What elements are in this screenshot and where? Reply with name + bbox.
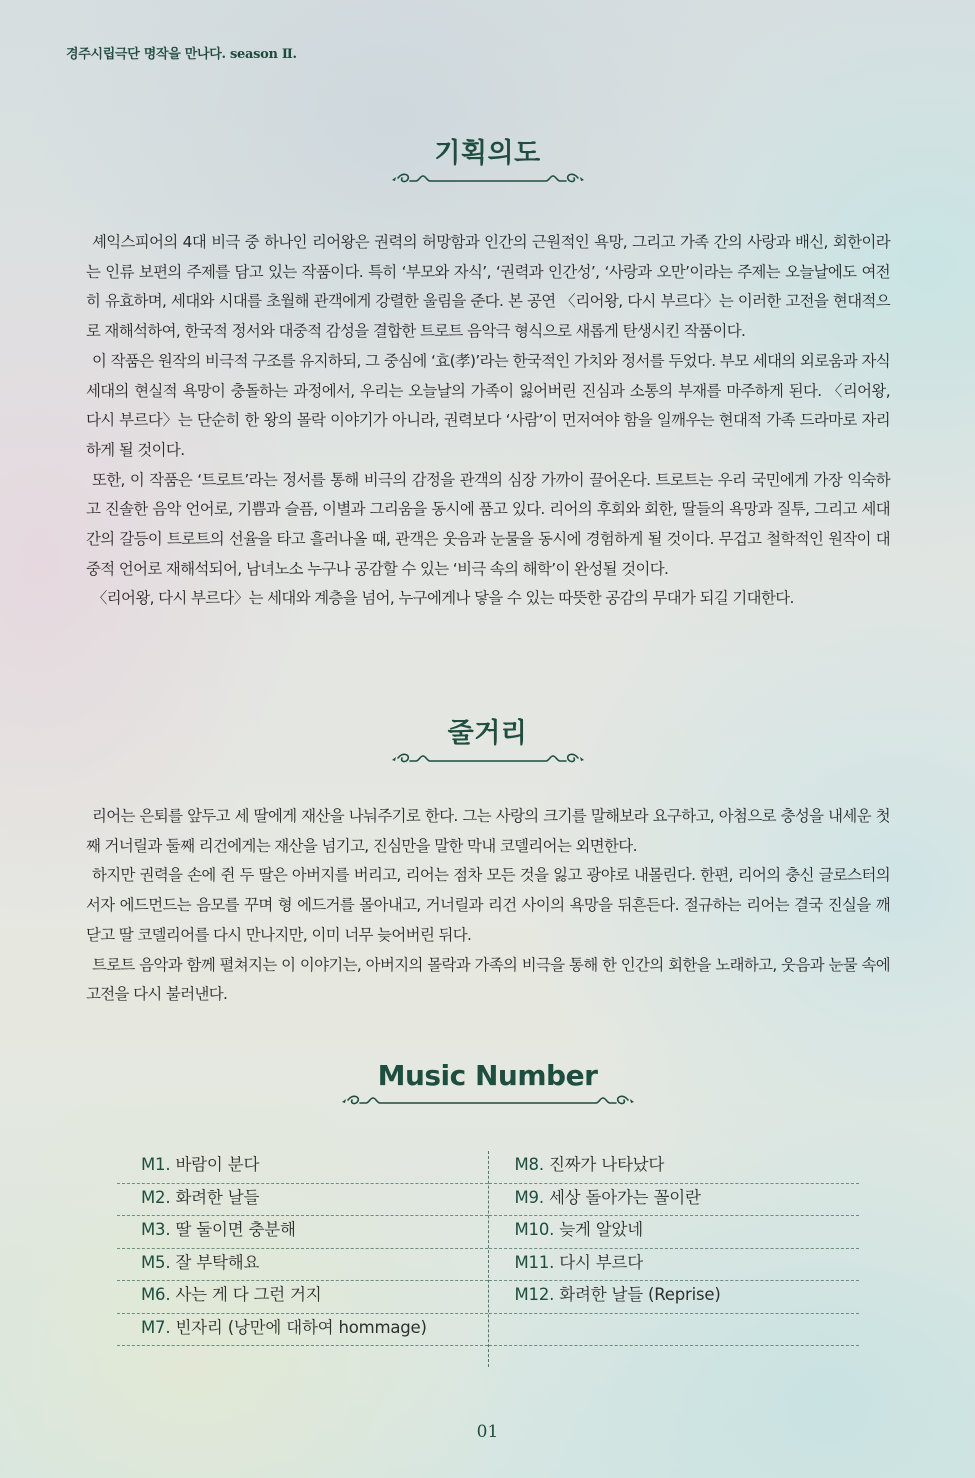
music-heading: Music Number: [377, 1059, 598, 1092]
music-title: 바람이 분다: [175, 1155, 260, 1174]
music-number: M7.: [141, 1317, 171, 1337]
ornament-divider-icon: [388, 750, 588, 768]
music-row-empty: [489, 1314, 860, 1347]
section-title-planning: [0, 131, 975, 188]
music-row: [117, 1151, 488, 1184]
music-row: [489, 1281, 860, 1314]
music-number: M11.: [514, 1252, 555, 1272]
series-header: 경주시립극단 명작을 만나다. season Ⅱ.: [66, 47, 297, 62]
music-number: M12.: [514, 1285, 555, 1304]
music-number: M9.: [514, 1187, 544, 1207]
music-title: 빈자리 (낭만에 대하여 hommage): [175, 1317, 427, 1337]
ornament-divider-icon: [338, 1092, 638, 1110]
music-number: M5.: [141, 1252, 171, 1272]
ornament-divider-icon: [388, 170, 588, 188]
music-row: [117, 1314, 488, 1347]
music-row: [117, 1281, 488, 1314]
music-number: M6.: [141, 1285, 171, 1304]
music-row: [117, 1249, 488, 1282]
planning-paragraph: 〈리어왕, 다시 부르다〉는 세대와 계층을 넘어, 누구에게나 닿을 수 있는 따뜻한 공감의 무대가 되길 기대한다.: [92, 589, 794, 608]
music-title: 진짜가 나타났다: [548, 1155, 665, 1174]
music-title: 늦게 알았네: [559, 1220, 643, 1239]
music-row: [117, 1184, 488, 1217]
music-column-right: [489, 1151, 860, 1367]
music-title: 화려한 날들: [175, 1187, 260, 1207]
synopsis-paragraph: 하지만 권력을 손에 쥔 두 딸은 아버지를 버리고, 리어는 점차 모든 것을 잃고 광야로 내몰린다. 한편, 리어의 충신 글로스터의 서자 에드먼드는 음모를 꾸며 형 에드거를 몰아내고, 거너릴과 리건 사이의 욕망을 뒤흔든다. 절규하는 리어는 결국 진실을 깨닫고 딸 코델리어를 다시 만나지만, 이미 너무 늦어버린 뒤다.: [86, 866, 890, 944]
synopsis-paragraph: 트로트 음악과 함께 펼쳐지는 이 이야기는, 아버지의 몰락과 가족의 비극을 통해 한 인간의 회한을 노래하고, 웃음과 눈물 속에 고전을 다시 불러낸다.: [86, 955, 890, 1004]
music-number: M1.: [141, 1155, 171, 1174]
music-title: 다시 부르다: [559, 1252, 643, 1272]
planning-paragraph: 이 작품은 원작의 비극적 구조를 유지하되, 그 중심에 ‘효(孝)’라는 한국적인 가치와 정서를 두었다. 부모 세대의 외로움과 자식 세대의 현실적 욕망이 충돌하는 과정에서, 우리는 오늘날의 가족이 잃어버린 진심과 소통의 부재를 마주하게 된다. 〈리어왕, 다시 부르다〉는 단순히 한 왕의 몰락 이야기가 아니라, 권력보다 ‘사람’이 먼저여야 함을 일깨우는 현대적 가족 드라마로 자리하게 될 것이다.: [86, 351, 890, 459]
planning-paragraph: 셰익스피어의 4대 비극 중 하나인 리어왕은 권력의 허망함과 인간의 근원적인 욕망, 그리고 가족 간의 사랑과 배신, 회한이라는 인류 보편의 주제를 담고 있는 작품이다. 특히 ‘부모와 자식’, ‘권력과 인간성’, ‘사랑과 오만’이라는 주제는 오늘날에도 여전히 유효하며, 세대와 시대를 초월해 관객에게 강렬한 울림을 준다. 본 공연 〈리어왕, 다시 부르다〉는 이러한 고전을 현대적으로 재해석하여, 한국적 정서와 대중적 감성을 결합한 트로트 음악극 형식으로 새롭게 탄생시킨 작품이다.: [86, 233, 890, 341]
music-number: M8.: [514, 1155, 544, 1174]
music-number: M10.: [514, 1220, 555, 1239]
section-title-synopsis: [0, 711, 975, 768]
planning-paragraph: 또한, 이 작품은 ‘트로트’라는 정서를 통해 비극의 감정을 관객의 심장 가까이 끌어온다. 트로트는 우리 국민에게 가장 익숙하고 진솔한 음악 언어로, 기쁨과 슬픔, 이별과 그리움을 동시에 품고 있다. 리어의 후회와 회한, 딸들의 욕망과 질투, 그리고 세대 간의 갈등이 트로트의 선율을 타고 흘러나올 때, 관객은 웃음과 눈물을 동시에 경험하게 될 것이다. 무겁고 철학적인 원작이 대중적 언어로 재해석되어, 남녀노소 누구나 공감할 수 있는 ‘비극 속의 해학’이 완성될 것이다.: [86, 470, 890, 578]
music-title: 사는 게 다 그런 거지: [175, 1285, 322, 1304]
music-number: M3.: [141, 1220, 171, 1239]
music-column-left: [117, 1151, 489, 1367]
music-row: [489, 1216, 860, 1249]
music-row: [117, 1216, 488, 1249]
music-row: [489, 1151, 860, 1184]
music-row: [489, 1249, 860, 1282]
page-number: 01: [476, 1422, 499, 1442]
music-title: 잘 부탁해요: [175, 1252, 260, 1272]
section-title-music: [0, 1059, 975, 1110]
planning-heading: 기획의도: [434, 138, 541, 169]
planning-body: [86, 228, 890, 614]
music-title: 세상 돌아가는 꼴이란: [548, 1187, 701, 1207]
synopsis-body: [86, 802, 890, 1010]
music-title: 화려한 날들 (Reprise): [559, 1285, 721, 1304]
synopsis-paragraph: 리어는 은퇴를 앞두고 세 딸에게 재산을 나눠주기로 한다. 그는 사랑의 크기를 말해보라 요구하고, 아첨으로 충성을 내세운 첫째 거너릴과 둘째 리건에게는 재산을 넘기고, 진심만을 말한 막내 코델리어는 외면한다.: [86, 807, 890, 855]
music-row: [489, 1184, 860, 1217]
music-number-table: [117, 1151, 859, 1367]
music-number: M2.: [141, 1187, 171, 1207]
music-title: 딸 둘이면 충분해: [175, 1220, 296, 1239]
synopsis-heading: 줄거리: [447, 718, 528, 749]
